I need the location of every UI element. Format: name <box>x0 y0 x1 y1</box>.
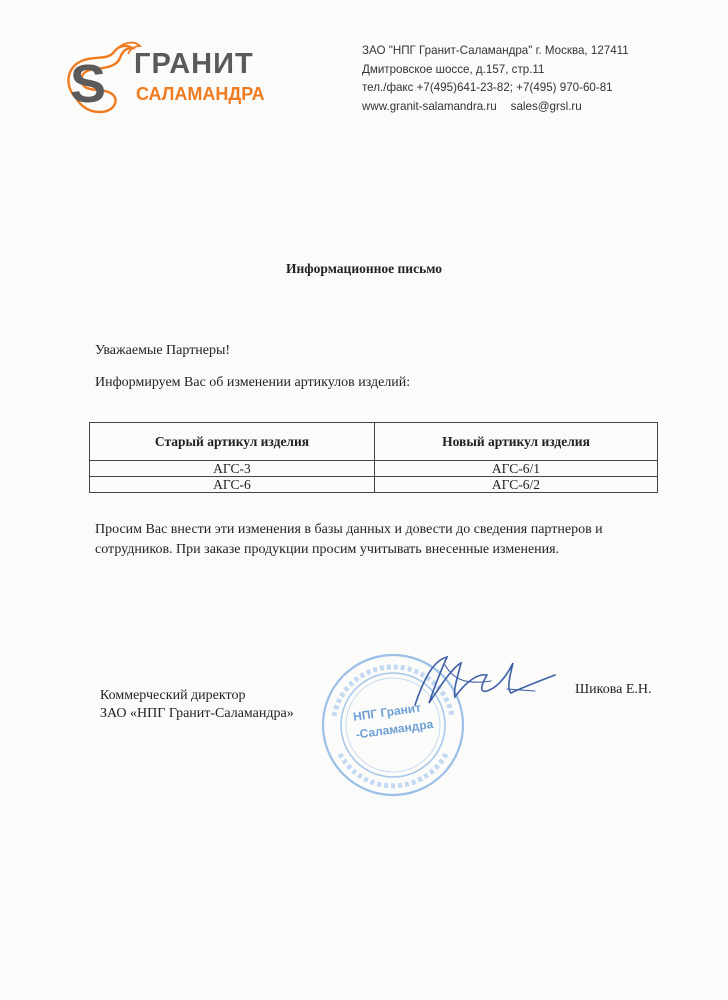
header-new-article: Новый артикул изделия <box>375 423 658 461</box>
web-line <box>362 98 702 117</box>
old-article-cell: АГС-3 <box>90 461 375 477</box>
header-old-article: Старый артикул изделия <box>90 423 375 461</box>
signatory-position: Коммерческий директор <box>100 688 246 703</box>
greeting: Уважаемые Партнеры! <box>95 343 231 358</box>
salamander-logo-icon <box>56 38 142 114</box>
signatory-company: ЗАО «НПГ Гранит-Саламандра» <box>100 706 294 721</box>
new-article-cell: АГС-6/2 <box>375 477 658 493</box>
address-line-2: Дмитровское шоссе, д.157, стр.11 <box>362 62 545 76</box>
address-line-1: ЗАО "НПГ Гранит-Саламандра" г. Москва, 127411 <box>362 44 629 57</box>
request-line-2: сотрудников. При заказе продукции просим учитывать внесенные изменения. <box>95 542 560 557</box>
website-link[interactable]: www.granit-salamandra.ru <box>362 99 497 113</box>
company-logo <box>50 36 290 116</box>
logo-s-glyph: S <box>70 54 107 114</box>
request-line-1: Просим Вас внести эти изменения в базы данных и довести до сведения партнеров и <box>95 522 603 537</box>
stamp-line-2: -Саламандра <box>354 716 435 742</box>
signatory-name: Шикова Е.Н. <box>575 682 652 697</box>
company-contacts <box>362 42 702 116</box>
table-row <box>90 461 658 477</box>
phone-line: тел./факс +7(495)641-23-82; +7(495) 970-60-81 <box>362 81 613 94</box>
logo-line-2: САЛАМАНДРА <box>136 84 265 104</box>
table-row <box>90 477 658 493</box>
email-link[interactable]: sales@grsl.ru <box>510 99 582 113</box>
request-paragraph <box>95 520 655 560</box>
article-change-table <box>89 422 658 493</box>
old-article-cell: АГС-6 <box>90 477 375 493</box>
stamp-line-1: НПГ Гранит <box>352 700 422 724</box>
intro-text: Информируем Вас об изменении артикулов изделий: <box>95 375 411 390</box>
new-article-cell: АГС-6/1 <box>375 461 658 477</box>
table-header-row <box>90 423 658 461</box>
logo-line-1: ГРАНИТ <box>134 48 254 80</box>
signatory-block <box>100 687 294 723</box>
letter-title: Информационное письмо <box>286 261 442 276</box>
handwritten-signature-icon <box>395 645 560 720</box>
